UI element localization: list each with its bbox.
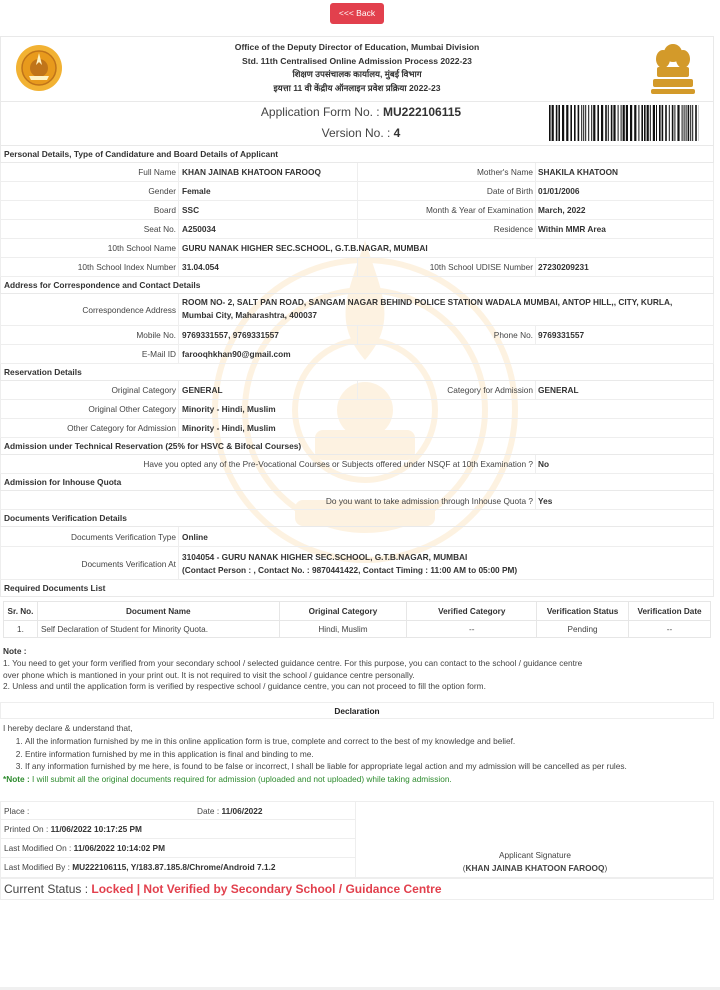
header-line-1: Office of the Deputy Director of Education, Mumbai Division [234,42,480,52]
section-inhouse-quota: Admission for Inhouse Quota [0,474,714,491]
row-seat: Seat No. A250034 Residence Within MMR Area [0,220,714,239]
required-documents-table [3,601,711,638]
version-number: Version No. : 4 [321,126,401,140]
verification-type-value: Online [182,532,208,542]
row-board: Board SSC Month & Year of Examination March, 2022 [0,201,714,220]
row-school-index: 10th School Index Number 31.04.054 10th School UDISE Number 27230209231 [0,258,714,277]
nsqf-answer: No [538,459,550,469]
declaration-list [3,735,711,773]
table-header-row [4,602,711,621]
maharashtra-seal-icon [14,43,64,93]
place-date-row: Place : Date : 11/06/2022 [0,801,356,820]
row-original-other-category: Original Other Category Minority - Hindi, Muslim [0,400,714,419]
row-verification-at: Documents Verification At 3104054 - GURU NANAK HIGHER SEC.SCHOOL, G.T.B.NAGAR, MUMBAI (Contact Person : , Contact No. : 9870441422, Contact Timing : 11:00 AM to 05:00 PM) [0,547,714,580]
row-full-name: Full Name KHAN JAINAB KHATOON FAROOQ Mother's Name SHAKILA KHATOON [0,163,714,182]
signature-label: Applicant Signature [499,850,571,860]
section-technical-reservation: Admission under Technical Reservation (25% for HSVC & Bifocal Courses) [0,438,714,455]
form-header [0,36,714,102]
mobile-value: 9769331557, 9769331557 [182,330,279,340]
note-1b: over phone which is mantioned in your print out. It is not required to visit the school / guidance centre personally. [3,669,415,680]
school-value: GURU NANAK HIGHER SEC.SCHOOL, G.T.B.NAGAR, MUMBAI [182,243,428,253]
section-personal-details: Personal Details, Type of Candidature and Board Details of Applicant [0,146,714,163]
mother-name-value: SHAKILA KHATOON [538,167,619,177]
row-gender: Gender Female Date of Birth 01/01/2006 [0,182,714,201]
header-line-4: इयत्ता 11 वी केंद्रीय ऑनलाइन प्रवेश प्रक्रिया 2022-23 [273,82,441,93]
last-modified-by-value: MU222106115, Y/183.87.185.8/Chrome/Android 7.1.2 [72,862,276,872]
header-line-3: शिक्षण उपसंचालक कार्यालय, मुंबई विभाग [292,69,422,79]
declaration-item: 2. Entire information furnished by me in this application is final and binding to me. [25,748,711,761]
full-name-value: KHAN JAINAB KHATOON FAROOQ [182,167,321,177]
declaration-note: *Note : I will submit all the original documents required for admission (uploaded and not uploaded) while taking admission. [3,774,452,785]
address-line-1: ROOM NO- 2, SALT PAN ROAD, SANGAM NAGAR BEHIND POLICE STATION WADALA MUMBAI, ANTOP HILL,, CITY, KURLA, [182,297,673,307]
section-reservation: Reservation Details [0,364,714,381]
declaration-intro: I hereby declare & understand that, [3,723,133,733]
original-other-category-value: Minority - Hindi, Muslim [182,404,276,414]
signature-name: (KHAN JAINAB KHATOON FAROOQ) [462,863,608,873]
declaration-block [3,722,711,786]
last-modified-row: Last Modified On : 11/06/2022 10:14:02 PM [0,839,356,858]
current-status-value: Locked | Not Verified by Secondary School / Guidance Centre [91,882,442,896]
col-verification-status: Verification Status [537,602,629,621]
row-email: E-Mail ID farooqhkhan90@gmail.com [0,345,714,364]
application-number-value: MU222106115 [382,105,462,119]
inhouse-answer: Yes [538,496,553,506]
board-value: SSC [182,205,200,215]
printed-on-row: Printed On : 11/06/2022 10:17:25 PM [0,820,356,839]
row-inhouse-question: Do you want to take admission through Inhouse Quota ? Yes [0,491,714,510]
phone-value: 9769331557 [538,330,585,340]
original-category-value: GENERAL [182,385,223,395]
section-documents-verification: Documents Verification Details [0,510,714,527]
verification-at-line-2: (Contact Person : , Contact No. : 9870441422, Contact Timing : 11:00 AM to 05:00 PM) [182,565,518,575]
declaration-title: Declaration [0,702,714,719]
last-modified-value: 11/06/2022 10:14:02 PM [73,843,165,853]
current-status: Current Status : Locked | Not Verified by Secondary School / Guidance Centre [0,878,714,900]
verification-at-line-1: 3104054 - GURU NANAK HIGHER SEC.SCHOOL, G.T.B.NAGAR, MUMBAI [182,552,468,562]
email-value: farooqhkhan90@gmail.com [182,349,291,359]
printed-on-value: 11/06/2022 10:17:25 PM [50,824,142,834]
application-form-number: Application Form No. : MU222106115 [260,105,462,119]
version-number-value: 4 [393,126,401,140]
address-line-2: Mumbai City, Maharashtra, 400037 [182,310,317,320]
seat-value: A250034 [182,224,216,234]
note-2: 2. Unless and until the application form is verified by respective school / guidance centre, you can not proceed to fill the option form. [3,681,486,692]
table-row: 1. Self Declaration of Student for Minority Quota. Hindi, Muslim -- Pending -- [4,621,711,638]
note-1a: 1. You need to get your form verified from your secondary school / selected guidance centre. For this purpose, you can contact to the school / guidance centre [3,657,583,668]
row-nsqf-question: Have you opted any of the Pre-Vocational Courses or Subjects offered under NSQF at 10th Examination ? No [0,455,714,474]
status-pending: Pending [537,621,629,638]
date-value: 11/06/2022 [221,806,263,816]
row-original-category: Original Category GENERAL Category for Admission GENERAL [0,381,714,400]
form-number-block [0,101,714,146]
col-document-name: Document Name [37,602,279,621]
section-address: Address for Correspondence and Contact Details [0,277,714,294]
section-required-documents: Required Documents List [0,580,714,597]
row-mobile: Mobile No. 9769331557, 9769331557 Phone No. 9769331557 [0,326,714,345]
notes-block [3,646,713,693]
col-verified-category: Verified Category [407,602,537,621]
udise-value: 27230209231 [538,262,589,272]
gender-value: Female [182,186,211,196]
ashoka-emblem-icon [649,41,697,97]
col-original-category: Original Category [279,602,407,621]
school-index-value: 31.04.054 [182,262,219,272]
header-line-2: Std. 11th Centralised Online Admission Process 2022-23 [242,55,472,66]
col-verification-date: Verification Date [629,602,711,621]
applicant-signature-box [356,801,714,878]
exam-value: March, 2022 [538,205,586,215]
declaration-item: 1. All the information furnished by me in this online application form is true, complete and correct to the best of my knowledge and belief. [25,735,711,748]
admission-category-value: GENERAL [538,385,579,395]
row-correspondence-address: Correspondence Address ROOM NO- 2, SALT PAN ROAD, SANGAM NAGAR BEHIND POLICE STATION WADALA MUMBAI, ANTOP HILL,, CITY, KURLA, Mumbai City, Maharashtra, 400037 [0,294,714,326]
header-text [151,41,563,95]
barcode-icon [549,105,699,141]
last-modified-by-row: Last Modified By : MU222106115, Y/183.87.185.8/Chrome/Android 7.1.2 [0,858,356,878]
col-sr-no: Sr. No. [4,602,38,621]
other-category-admission-value: Minority - Hindi, Muslim [182,423,276,433]
notes-title: Note : [3,646,27,656]
back-button[interactable]: <<< Back [330,3,384,24]
dob-value: 01/01/2006 [538,186,580,196]
row-school-name: 10th School Name GURU NANAK HIGHER SEC.SCHOOL, G.T.B.NAGAR, MUMBAI [0,239,714,258]
residence-value: Within MMR Area [538,224,606,234]
row-verification-type: Documents Verification Type Online [0,527,714,547]
declaration-item: 3. If any information furnished by me here, is found to be false or incorrect, I shall be liable for appropriate legal action and my admission will be cancelled as per rules. [25,760,711,773]
row-other-category-admission: Other Category for Admission Minority - Hindi, Muslim [0,419,714,438]
